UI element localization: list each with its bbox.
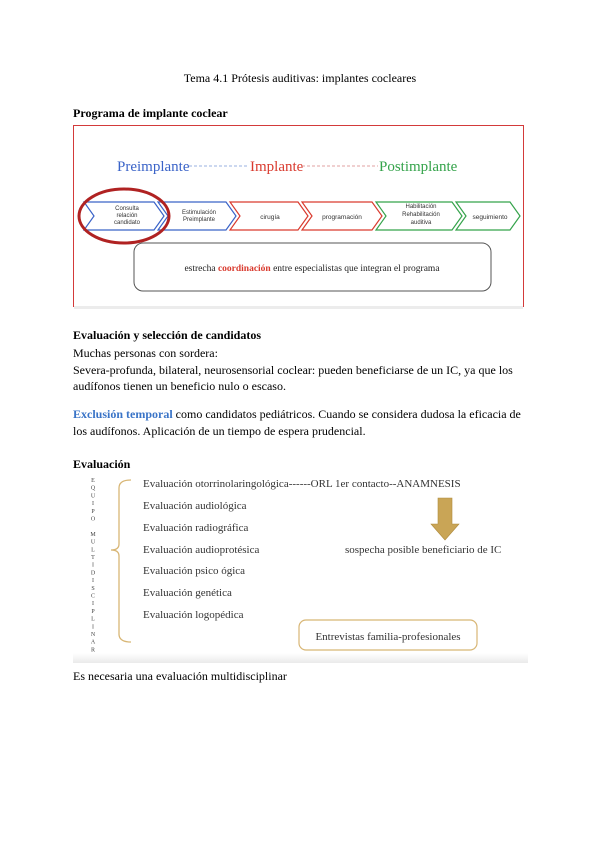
step-label-1: Consulta relación candidato <box>113 206 141 226</box>
equipo-multidisciplinar-label <box>90 478 96 653</box>
step-label-2: Estimulación Preimplante <box>181 210 217 223</box>
implant-program-diagram <box>73 125 524 307</box>
vertical-letter: O <box>90 516 96 523</box>
vertical-letter: I <box>92 562 94 569</box>
vertical-letter: I <box>92 601 94 608</box>
step-label-3: cirugía <box>260 214 280 221</box>
vertical-letter: Q <box>90 485 96 492</box>
section-heading-evaluacion: Evaluación <box>73 457 131 471</box>
vertical-letter: R <box>90 647 96 654</box>
para2-rest: como candidatos pediátricos. Cuando se considera dudosa la eficacia de <box>172 407 521 421</box>
vertical-letter: S <box>91 585 95 592</box>
step-label-4: programación <box>322 214 362 221</box>
step-label-5: Habilitación Rehabilitación auditiva <box>402 204 440 226</box>
implant-program-svg <box>74 126 523 306</box>
vertical-letter: P <box>91 508 95 515</box>
evaluation-diagram <box>73 474 528 663</box>
phase-preimplante: Preimplante <box>117 159 190 175</box>
phase-postimplante: Postimplante <box>379 159 458 175</box>
para1-line2: Severa-profunda, bilateral, neurosensorial coclear: pueden beneficiarse de un IC, ya que los <box>73 362 513 377</box>
side-note: sospecha posible beneficiario de IC <box>345 544 502 556</box>
vertical-letter: P <box>91 608 95 615</box>
closing-sentence: Es necesaria una evaluación multidisciplinar <box>73 669 287 683</box>
vertical-letter: T <box>91 555 95 561</box>
evaluation-item: Evaluación otorrinolaringológica------ORL 1er contacto--ANAMNESIS <box>143 478 461 490</box>
evaluation-svg <box>73 474 528 663</box>
evaluation-item: Evaluación radiográfica <box>143 522 249 534</box>
section-heading-evaluacion-seleccion: Evaluación y selección de candidatos <box>73 328 262 342</box>
vertical-letter: I <box>92 624 94 631</box>
page-title: Tema 4.1 Prótesis auditivas: implantes cocleares <box>183 71 417 85</box>
bracket <box>111 480 131 642</box>
evaluation-item: Evaluación audiológica <box>143 500 247 512</box>
vertical-letter: C <box>90 593 96 600</box>
vertical-letter: N <box>90 632 96 638</box>
vertical-letter: A <box>90 639 96 646</box>
evaluation-item: Evaluación psico ógica <box>143 565 246 577</box>
vertical-letter: L <box>91 616 95 623</box>
vertical-letter: D <box>90 570 96 577</box>
down-arrow <box>431 498 459 540</box>
paragraph-exclusion <box>73 406 533 439</box>
para2-line1 <box>73 406 533 423</box>
vertical-letter: I <box>92 578 94 585</box>
vertical-letter: M <box>90 531 96 538</box>
vertical-letter: I <box>92 501 94 508</box>
vertical-letter: L <box>91 547 95 554</box>
evaluation-item: Evaluación logopédica <box>143 609 244 621</box>
vertical-letter: U <box>90 539 96 546</box>
para2-line2: los audífonos. Aplicación de un tiempo de espera prudencial. <box>73 423 366 438</box>
evaluation-item: Evaluación audioprotésica <box>143 544 260 556</box>
step-label-6: seguimiento <box>472 214 508 221</box>
diagram-shadow <box>74 306 523 309</box>
exclusion-temporal-highlight: Exclusión temporal <box>73 407 173 421</box>
interviews-label: Entrevistas familia-profesionales <box>315 631 461 643</box>
coordination-text: estrecha coordinación entre especialistas que integran el programa <box>184 264 440 274</box>
vertical-letter: U <box>90 493 96 500</box>
para1-line3: audífonos tienen un beneficio nulo o escaso. <box>73 379 286 393</box>
paragraph-candidates <box>73 345 533 395</box>
vertical-letter: E <box>91 478 95 484</box>
evaluation-item: Evaluación genética <box>143 587 232 599</box>
section-heading-programa: Programa de implante coclear <box>73 106 228 120</box>
phase-implante: Implante <box>250 159 304 175</box>
para1-line1: Muchas personas con sordera: <box>73 346 218 360</box>
